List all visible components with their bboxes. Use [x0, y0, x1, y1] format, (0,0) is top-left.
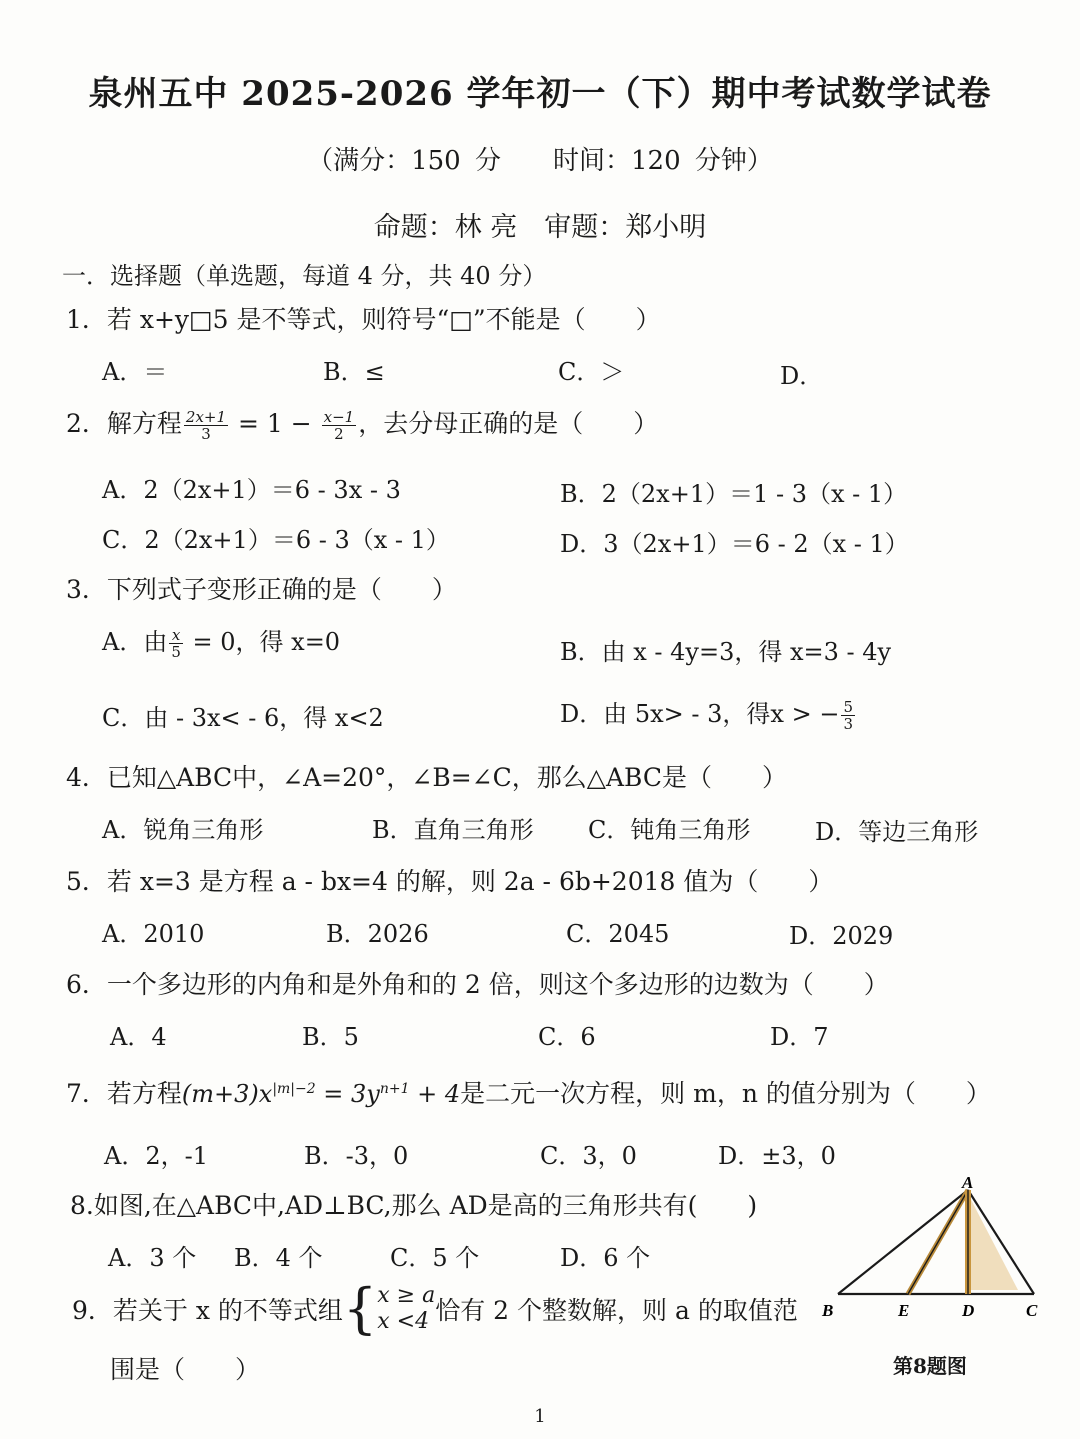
question-8-option-d: D．6 个 [560, 1244, 651, 1272]
exam-title: 泉州五中 2025-2026 学年初一（下）期中考试数学试卷 [88, 74, 992, 114]
question-7-option-a: A．2，-1 [104, 1142, 208, 1170]
option-d-prefix: D．由 5x> - 3，得x > − [560, 700, 840, 728]
question-7-equation [182, 1080, 460, 1108]
question-8-option-c: C．5 个 [390, 1244, 480, 1272]
question-4-option-d: D．等边三角形 [815, 818, 979, 846]
question-1-option-b: B．≤ [323, 358, 385, 386]
fraction-numerator: x−1 [323, 408, 355, 426]
question-3-option-d [560, 694, 857, 732]
question-3-stem: 3．下列式子变形正确的是（ ） [66, 575, 457, 604]
question-5-option-d: D．2029 [789, 922, 894, 950]
question-5-option-b: B．2026 [326, 920, 429, 948]
question-5-option-c: C．2045 [566, 920, 670, 948]
question-2-stem [66, 404, 658, 442]
question-8-option-b: B．4 个 [234, 1244, 323, 1272]
exam-authors: 命题：林 亮 审题：郑小明 [373, 212, 707, 243]
fraction-numerator: 2x+1 [185, 408, 227, 426]
question-2-mid: = 1 − [230, 409, 320, 438]
question-2-fraction-1 [184, 409, 228, 442]
side-ab [838, 1190, 968, 1294]
question-3-option-a [102, 622, 340, 660]
question-9-prefix: 9．若关于 x 的不等式组 [72, 1296, 343, 1325]
question-8-stem: 8.如图,在△ABC中,AD⊥BC,那么 AD是高的三角形共有( ) [70, 1191, 758, 1220]
question-7-option-d: D．±3，0 [718, 1142, 836, 1170]
label-d: D [962, 1301, 975, 1320]
inequality-lines [377, 1283, 435, 1335]
fraction-denominator: 3 [201, 425, 211, 443]
question-2-suffix: ，去分母正确的是（ ） [358, 409, 659, 438]
fraction-denominator: 3 [843, 715, 853, 733]
equation-mid: = 3y [315, 1080, 380, 1108]
question-9-suffix: 恰有 2 个整数解，则 a 的取值范 [435, 1296, 798, 1325]
label-e: E [898, 1301, 910, 1320]
option-a-prefix: A．由 [102, 628, 168, 656]
question-4-option-c: C．钝角三角形 [588, 816, 751, 844]
question-2-fraction-2 [322, 409, 357, 442]
segment-ae-line [908, 1190, 968, 1294]
question-6-option-a: A．4 [110, 1023, 167, 1051]
question-8-option-a: A．3 个 [108, 1244, 197, 1272]
inequality-line-1: x ≥ a [377, 1283, 436, 1308]
fraction-denominator: 2 [334, 425, 344, 443]
question-7-stem [66, 1074, 991, 1110]
question-7-prefix: 7．若方程 [66, 1079, 182, 1108]
question-7-suffix: 是二元一次方程，则 m，n 的值分别为（ ） [460, 1079, 991, 1108]
question-1-option-c: C．＞ [558, 358, 625, 386]
fraction-numerator: 5 [843, 698, 853, 716]
option-a-suffix: = 0，得 x=0 [184, 628, 341, 656]
question-6-option-b: B．5 [302, 1023, 359, 1051]
question-6-option-d: D．7 [770, 1023, 829, 1051]
question-9-continuation: 围是（ ） [110, 1355, 261, 1384]
question-3-option-b: B．由 x - 4y=3，得 x=3 - 4y [560, 638, 892, 666]
question-9-stem [72, 1277, 798, 1340]
question-2-option-c: C．2（2x+1）＝6 - 3（x - 1） [102, 526, 450, 554]
question-1-stem: 1．若 x+y□5 是不等式，则符号“□”不能是（ ） [66, 305, 661, 334]
question-2-option-d: D．3（2x+1）＝6 - 2（x - 1） [560, 530, 909, 558]
question-7-option-c: C．3，0 [540, 1142, 637, 1170]
question-5-option-a: A．2010 [102, 920, 205, 948]
exam-subtitle: （满分：150 分 时间：120 分钟） [307, 146, 773, 176]
option-a-fraction [169, 627, 183, 660]
equation-exponent-1: |m|−2 [272, 1081, 316, 1097]
question-3-option-c: C．由 - 3x< - 6，得 x<2 [102, 704, 384, 732]
inequality-line-2: x <4 [377, 1309, 430, 1334]
label-c: C [1026, 1301, 1038, 1320]
equation-left: (m+3)x [181, 1080, 273, 1108]
option-d-fraction [841, 699, 855, 732]
question-1-option-d: D． [780, 362, 824, 390]
question-8-figure-caption: 第8题图 [893, 1354, 967, 1378]
brace-icon: { [342, 1277, 378, 1340]
question-1-option-a: A．＝ [102, 358, 168, 386]
fraction-denominator: 5 [171, 643, 181, 661]
fraction-numerator: x [169, 627, 183, 644]
shaded-region [966, 1194, 1018, 1290]
question-2-option-a: A．2（2x+1）＝6 - 3x - 3 [102, 476, 401, 504]
question-6-stem: 6．一个多边形的内角和是外角和的 2 倍，则这个多边形的边数为（ ） [66, 970, 889, 999]
equation-exponent-2: n+1 [379, 1081, 410, 1097]
page-number: 1 [534, 1406, 546, 1427]
question-7-option-b: B．-3，0 [304, 1142, 409, 1170]
question-4-option-a: A．锐角三角形 [102, 816, 264, 844]
question-4-stem: 4．已知△ABC中，∠A=20°，∠B=∠C，那么△ABC是（ ） [66, 763, 787, 792]
label-b: B [822, 1301, 834, 1320]
label-a: A [962, 1173, 974, 1192]
equation-right: + 4 [409, 1080, 461, 1108]
question-8-figure [818, 1172, 1048, 1322]
question-2-prefix: 2．解方程 [66, 409, 182, 438]
question-2-option-b: B．2（2x+1）＝1 - 3（x - 1） [560, 480, 908, 508]
question-4-option-b: B．直角三角形 [372, 816, 534, 844]
inequality-system [342, 1277, 436, 1340]
section-heading: 一．选择题（单选题，每道 4 分，共 40 分） [62, 262, 547, 290]
question-6-option-c: C．6 [538, 1023, 596, 1051]
question-5-stem: 5．若 x=3 是方程 a - bx=4 的解，则 2a - 6b+2018 值为（ ） [66, 867, 834, 896]
